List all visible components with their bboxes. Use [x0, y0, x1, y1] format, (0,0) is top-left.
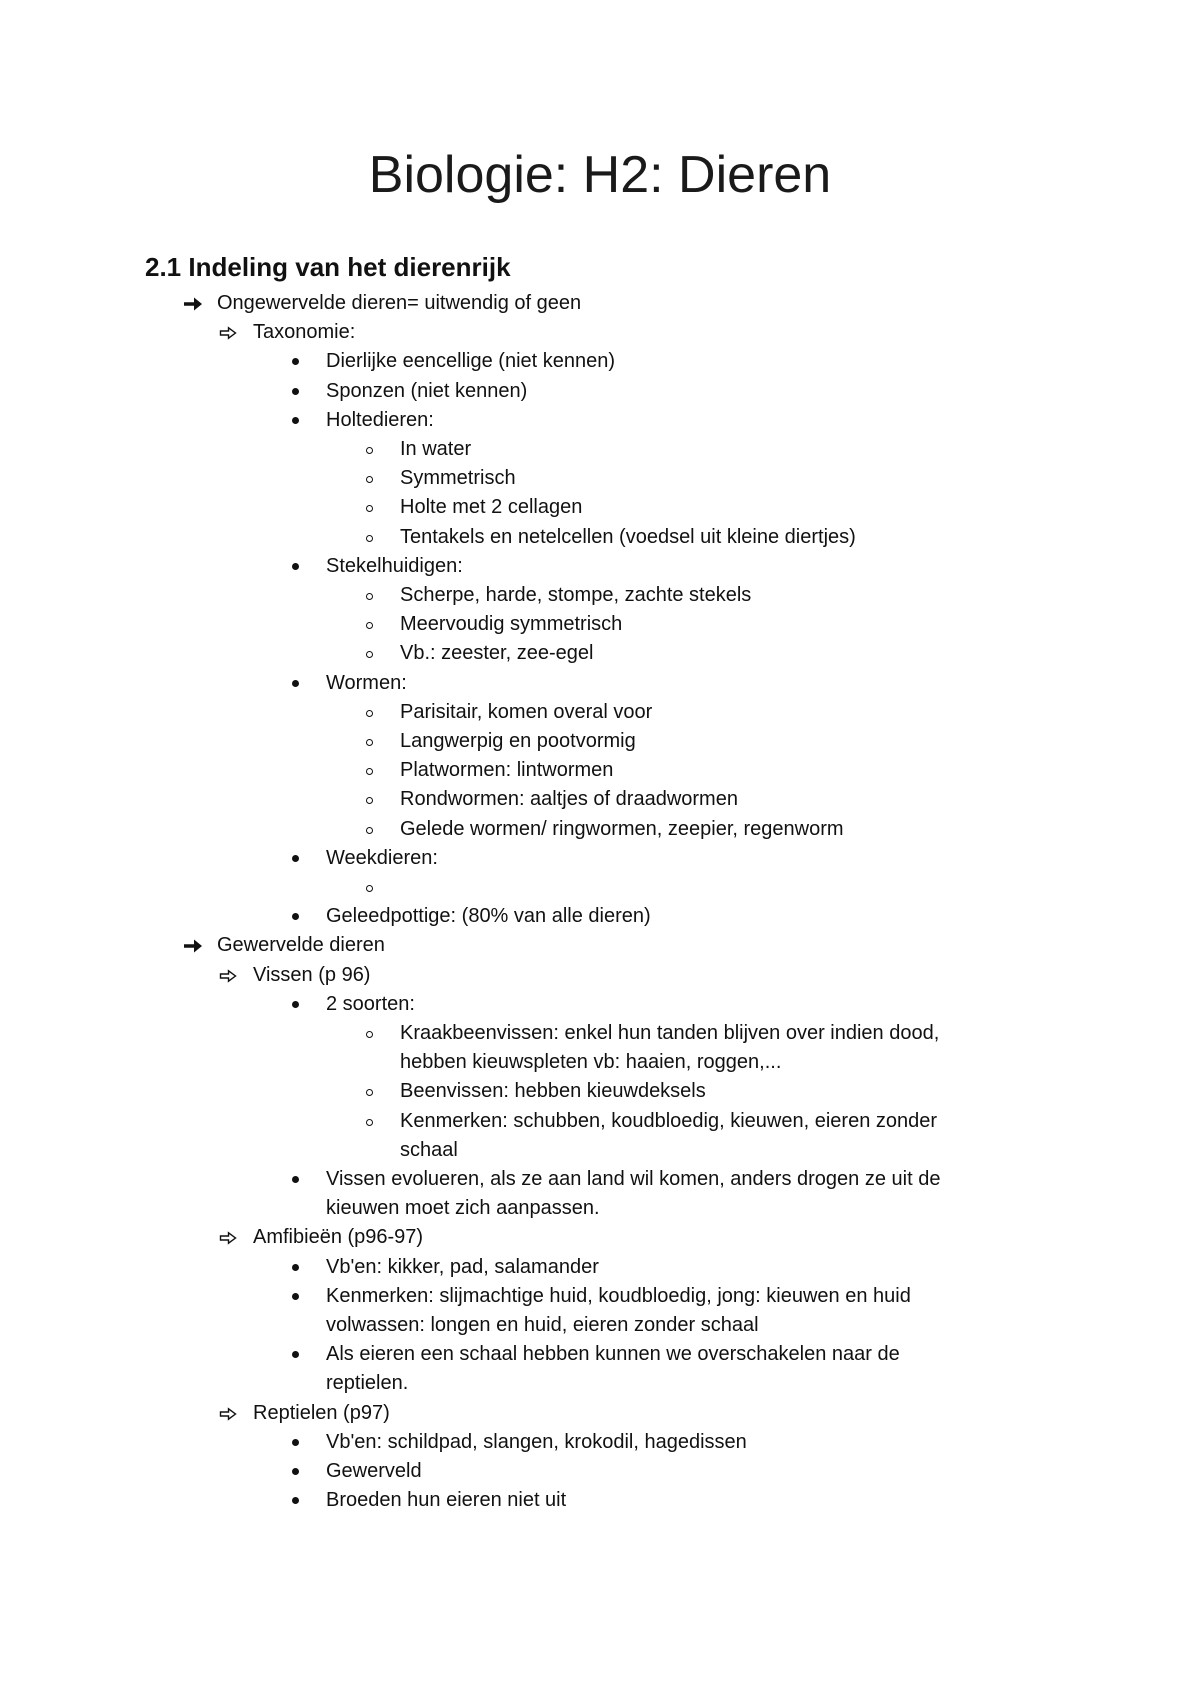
circle-bullet-icon — [366, 476, 373, 483]
bullet-icon — [292, 358, 299, 365]
arrow-right-icon — [183, 296, 203, 312]
outline-item-text: Als eieren een schaal hebben kunnen we overschakelen naar de — [326, 1343, 900, 1366]
outline-item-text: Wormen: — [326, 671, 407, 694]
outline-item-text: Tentakels en netelcellen (voedsel uit kleine diertjes) — [400, 525, 856, 548]
bullet-icon — [292, 855, 299, 862]
outline-item-text: Stekelhuidigen: — [326, 554, 463, 577]
bullet-icon — [292, 1439, 299, 1446]
circle-bullet-icon — [366, 827, 373, 834]
circle-bullet-icon — [366, 768, 373, 775]
bullet-icon — [292, 913, 299, 920]
outline-item-text: Taxonomie: — [253, 321, 356, 344]
bullet-icon — [292, 1351, 299, 1358]
outline-item-text: Geleedpottige: (80% van alle dieren) — [326, 905, 651, 928]
bullet-icon — [292, 1264, 299, 1271]
outline-item-text: kieuwen moet zich aanpassen. — [326, 1197, 600, 1220]
outline-item-text: hebben kieuwspleten vb: haaien, roggen,... — [400, 1051, 782, 1074]
outline-item-text: Kraakbeenvissen: enkel hun tanden blijven over indien dood, — [400, 1022, 940, 1044]
circle-bullet-icon — [366, 885, 373, 892]
circle-bullet-icon — [366, 1119, 373, 1126]
outline-item-text: Kenmerken: schubben, koudbloedig, kieuwen, eieren zonder — [400, 1109, 938, 1132]
outline-item-text: Scherpe, harde, stompe, zachte stekels — [400, 584, 752, 606]
circle-bullet-icon — [366, 1031, 373, 1038]
section-heading: 2.1 Indeling van het dierenrijk — [145, 252, 511, 282]
outline-item-text: Weekdieren: — [326, 846, 438, 869]
outline-item-text: Langwerpig en pootvormig — [400, 730, 636, 752]
outline-item-text: Holte met 2 cellagen — [400, 496, 583, 519]
outline-item-text: Gewerveld — [326, 1460, 422, 1482]
outline-item-text: Rondwormen: aaltjes of draadwormen — [400, 788, 738, 811]
outline-item-text: Vb'en: kikker, pad, salamander — [326, 1255, 599, 1278]
outline-item-text: Holtedieren: — [326, 408, 434, 431]
outline-item-text: Vb.: zeester, zee-egel — [400, 642, 594, 665]
circle-bullet-icon — [366, 797, 373, 804]
hollow-arrow-icon — [219, 969, 237, 983]
circle-bullet-icon — [366, 593, 373, 600]
document-title: Biologie: H2: Dieren — [368, 146, 832, 204]
circle-bullet-icon — [366, 447, 373, 454]
circle-bullet-icon — [366, 505, 373, 512]
bullet-icon — [292, 1001, 299, 1008]
hollow-arrow-icon — [219, 326, 237, 340]
outline-item-text: schaal — [400, 1138, 458, 1161]
outline-item-text: Broeden hun eieren niet uit — [326, 1489, 567, 1512]
hollow-arrow-icon — [219, 1231, 237, 1245]
outline-item-text: Amfibieën (p96-97) — [253, 1226, 424, 1249]
outline-item-text: Meervoudig symmetrisch — [400, 613, 623, 636]
outline-item-text: reptielen. — [326, 1372, 409, 1395]
bullet-icon — [292, 680, 299, 687]
circle-bullet-icon — [366, 535, 373, 542]
outline-item-text: Ongewervelde dieren= uitwendig of geen — [217, 292, 582, 314]
circle-bullet-icon — [366, 710, 373, 717]
circle-bullet-icon — [366, 1089, 373, 1096]
outline-item-text: volwassen: longen en huid, eieren zonder schaal — [326, 1314, 759, 1336]
outline-item-text: Gewervelde dieren — [217, 934, 385, 957]
outline-item-text: Vissen evolueren, als ze aan land wil komen, anders drogen ze uit de — [326, 1168, 941, 1190]
circle-bullet-icon — [366, 739, 373, 746]
arrow-right-icon — [183, 938, 203, 954]
bullet-icon — [292, 388, 299, 395]
outline-item-text: Platwormen: lintwormen — [400, 759, 614, 782]
circle-bullet-icon — [366, 622, 373, 629]
outline-item-text: In water — [400, 438, 472, 460]
outline-item-text: Kenmerken: slijmachtige huid, koudbloedig, jong: kieuwen en huid — [326, 1284, 911, 1307]
outline-item-text: Reptielen (p97) — [253, 1401, 390, 1424]
outline-item-text: Sponzen (niet kennen) — [326, 379, 528, 402]
outline-item-text: 2 soorten: — [326, 992, 415, 1015]
bullet-icon — [292, 1176, 299, 1183]
outline-item-text: Vissen (p 96) — [253, 963, 371, 986]
bullet-icon — [292, 563, 299, 570]
outline-item-text: Symmetrisch — [400, 467, 516, 490]
circle-bullet-icon — [366, 651, 373, 658]
outline-item-text: Parisitair, komen overal voor — [400, 700, 653, 723]
outline-item-text: Dierlijke eencellige (niet kennen) — [326, 350, 616, 373]
bullet-icon — [292, 1468, 299, 1475]
outline-item-text: Vb'en: schildpad, slangen, krokodil, hagedissen — [326, 1430, 747, 1453]
hollow-arrow-icon — [219, 1407, 237, 1421]
bullet-icon — [292, 1293, 299, 1300]
outline-item-text: Beenvissen: hebben kieuwdeksels — [400, 1080, 706, 1103]
outline-item-text: Gelede wormen/ ringwormen, zeepier, regenworm — [400, 817, 844, 840]
bullet-icon — [292, 417, 299, 424]
bullet-icon — [292, 1497, 299, 1504]
